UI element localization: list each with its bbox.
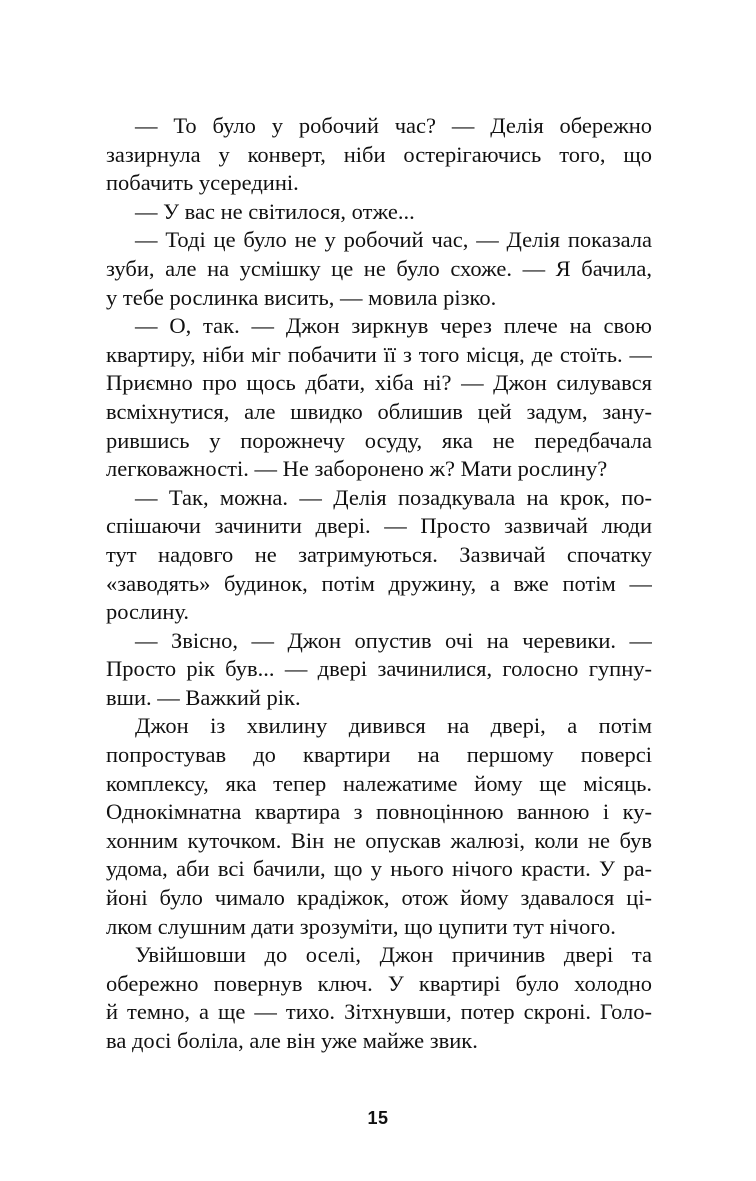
text-line: зуби, але на усмішку це не було схоже. — Я бачила, — [106, 255, 652, 281]
text-line: Однокімнатна квартира з повноцінною ванною і ку- — [106, 799, 652, 825]
text-line: лком слушним дати зрозуміти, що цупити тут нічого. — [106, 913, 616, 939]
text-line: комплексу, яка тепер належатиме йому ще місяць. — [106, 770, 652, 796]
paragraph — [106, 198, 652, 227]
paragraph — [106, 226, 652, 312]
page-body — [106, 112, 652, 1056]
text-line: всміхнутися, але швидко облишив цей задум, зану- — [106, 398, 652, 424]
text-line: удома, аби всі бачили, що у нього нічого красти. У ра- — [106, 856, 652, 882]
text-line: — Так, можна. — Делія позадкувала на крок, по- — [135, 484, 652, 510]
paragraph — [106, 627, 652, 713]
paragraph — [106, 112, 652, 198]
text-line: у тебе рослинка висить, — мовила різко. — [106, 284, 497, 310]
text-line: попростував до квартири на першому поверсі — [106, 742, 652, 768]
text-line: обережно повернув ключ. У квартирі було холодно — [106, 970, 652, 996]
text-line: й темно, а ще — тихо. Зітхнувши, потер скроні. Голо- — [106, 999, 652, 1025]
paragraph — [106, 484, 652, 627]
paragraph — [106, 941, 652, 1055]
text-line: Джон із хвилину дивився на двері, а потім — [135, 713, 652, 739]
text-line: рослину. — [106, 599, 189, 625]
text-line: Просто рік був... — двері зачинилися, голосно гупну- — [106, 656, 652, 682]
paragraph — [106, 712, 652, 941]
text-line: — О, так. — Джон зиркнув через плече на свою — [135, 313, 652, 339]
text-line: побачить усередині. — [106, 170, 299, 196]
text-line: — Звісно, — Джон опустив очі на черевики. — — [135, 627, 652, 653]
text-line: тут надовго не затримуються. Зазвичай спочатку — [106, 541, 652, 567]
text-line: «заводять» будинок, потім дружину, а вже потім — — [106, 570, 652, 596]
text-line: зазирнула у конверт, ніби остерігаючись того, що — [106, 141, 652, 167]
text-line: — Тоді це було не у робочий час, — Делія показала — [135, 227, 652, 253]
text-line: ва досі боліла, але він уже майже звик. — [106, 1028, 478, 1053]
text-line: вши. — Важкий рік. — [106, 684, 301, 710]
paragraph — [106, 312, 652, 484]
text-line: — У вас не світилося, отже... — [135, 198, 415, 224]
text-line: — То було у робочий час? — Делія обережно — [135, 113, 652, 138]
page-number: 15 — [367, 1108, 389, 1128]
text-line: йоні було чимало крадіжок, отож йому здавалося ці- — [106, 885, 652, 911]
text-line: спішаючи зачинити двері. — Просто зазвичай люди — [106, 513, 652, 539]
text-line: квартиру, ніби міг побачити її з того місця, де стоїть. — — [106, 341, 652, 367]
text-line: Приємно про щось дбати, хіба ні? — Джон силувався — [106, 370, 652, 396]
text-line: Увійшовши до оселі, Джон причинив двері та — [135, 942, 652, 968]
text-line: легковажності. — Не заборонено ж? Мати рослину? — [106, 456, 608, 482]
text-line: рившись у порожнечу осуду, яка не передбачала — [106, 427, 652, 453]
text-line: хонним куточком. Він не опускав жалюзі, коли не був — [106, 827, 652, 853]
